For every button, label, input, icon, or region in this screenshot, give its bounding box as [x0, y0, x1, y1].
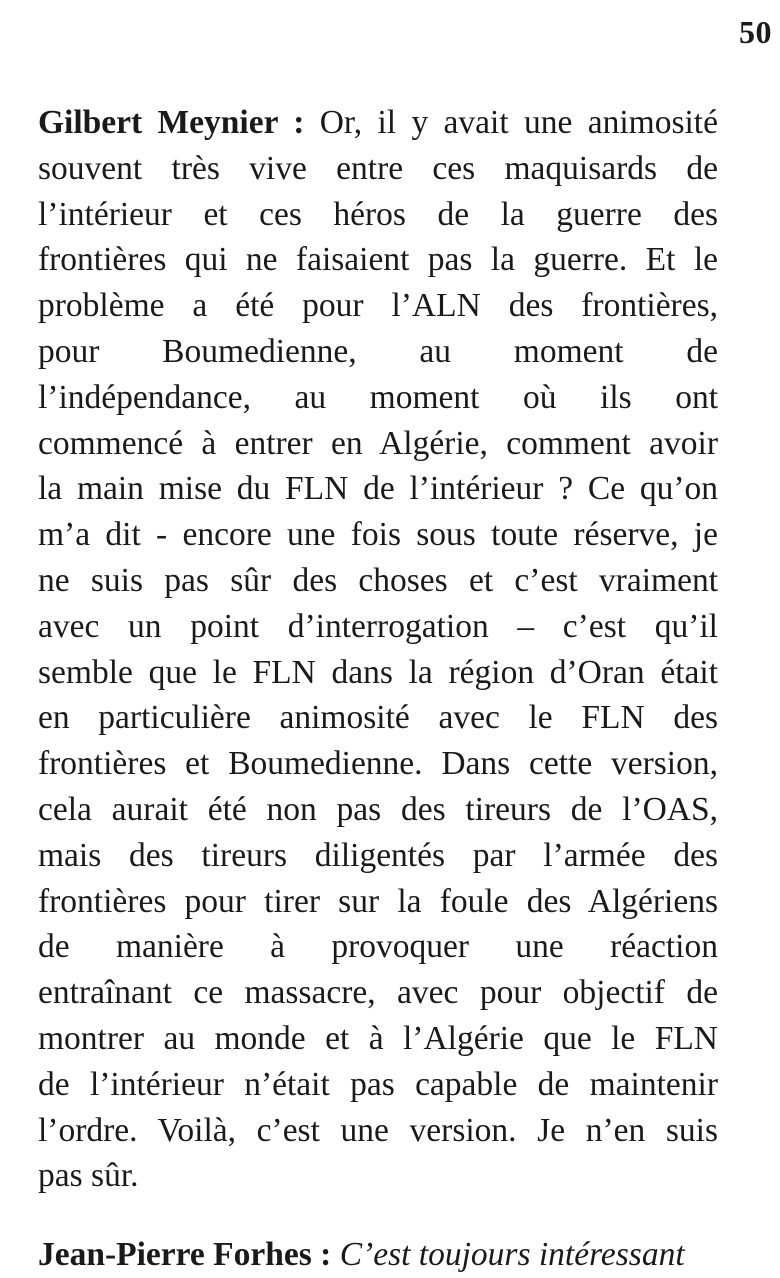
paragraph-next-speaker: [38, 1232, 718, 1278]
text-line: l’indépendance, au moment où ils ont: [38, 378, 718, 416]
text-line: pas sûr.: [38, 1157, 139, 1195]
speaker-name: Gilbert Meynier :: [38, 104, 305, 141]
text-line: l’intérieur et ces héros de la guerre des: [38, 195, 718, 233]
text-line: frontières pour tirer sur la foule des Algériens: [38, 882, 718, 920]
text-line: m’a dit - encore une fois sous toute réserve, je: [38, 516, 718, 554]
text-line: semble que le FLN dans la région d’Oran était: [38, 653, 718, 691]
text-line: cela aurait été non pas des tireurs de l’OAS,: [38, 790, 718, 828]
text-line: de l’intérieur n’était pas capable de maintenir: [38, 1065, 718, 1103]
text-line: pour Boumedienne, au moment de: [38, 332, 718, 370]
text-line: commencé à entrer en Algérie, comment avoir: [38, 424, 718, 462]
text-line: frontières qui ne faisaient pas la guerre. Et le: [38, 241, 718, 279]
text-line: la main mise du FLN de l’intérieur ? Ce qu’on: [38, 470, 718, 508]
text-line: ne suis pas sûr des choses et c’est vraiment: [38, 561, 718, 599]
text-line: avec un point d’interrogation – c’est qu’il: [38, 607, 718, 645]
text-line: frontières et Boumedienne. Dans cette version,: [38, 745, 718, 783]
text-line: montrer au monde et à l’Algérie que le FLN: [38, 1019, 718, 1057]
text-line: de manière à provoquer une réaction: [38, 928, 718, 966]
text-line: l’ordre. Voilà, c’est une version. Je n’en suis: [38, 1111, 718, 1149]
speaker-name: Jean-Pierre Forhes :: [38, 1236, 332, 1273]
text-line: en particulière animosité avec le FLN des: [38, 699, 718, 737]
text-line: entraînant ce massacre, avec pour objectif de: [38, 974, 718, 1012]
page-number: 50: [739, 14, 772, 50]
text-line: problème a été pour l’ALN des frontières,: [38, 287, 718, 325]
text-line: souvent très vive entre ces maquisards de: [38, 149, 718, 187]
text-line: Gilbert Meynier : Or, il y avait une animosité: [38, 104, 718, 141]
paragraph-gilbert-meynier: [38, 100, 718, 1199]
text-line: mais des tireurs diligentés par l’armée des: [38, 836, 718, 874]
italic-text: C’est toujours intéressant: [331, 1236, 685, 1273]
